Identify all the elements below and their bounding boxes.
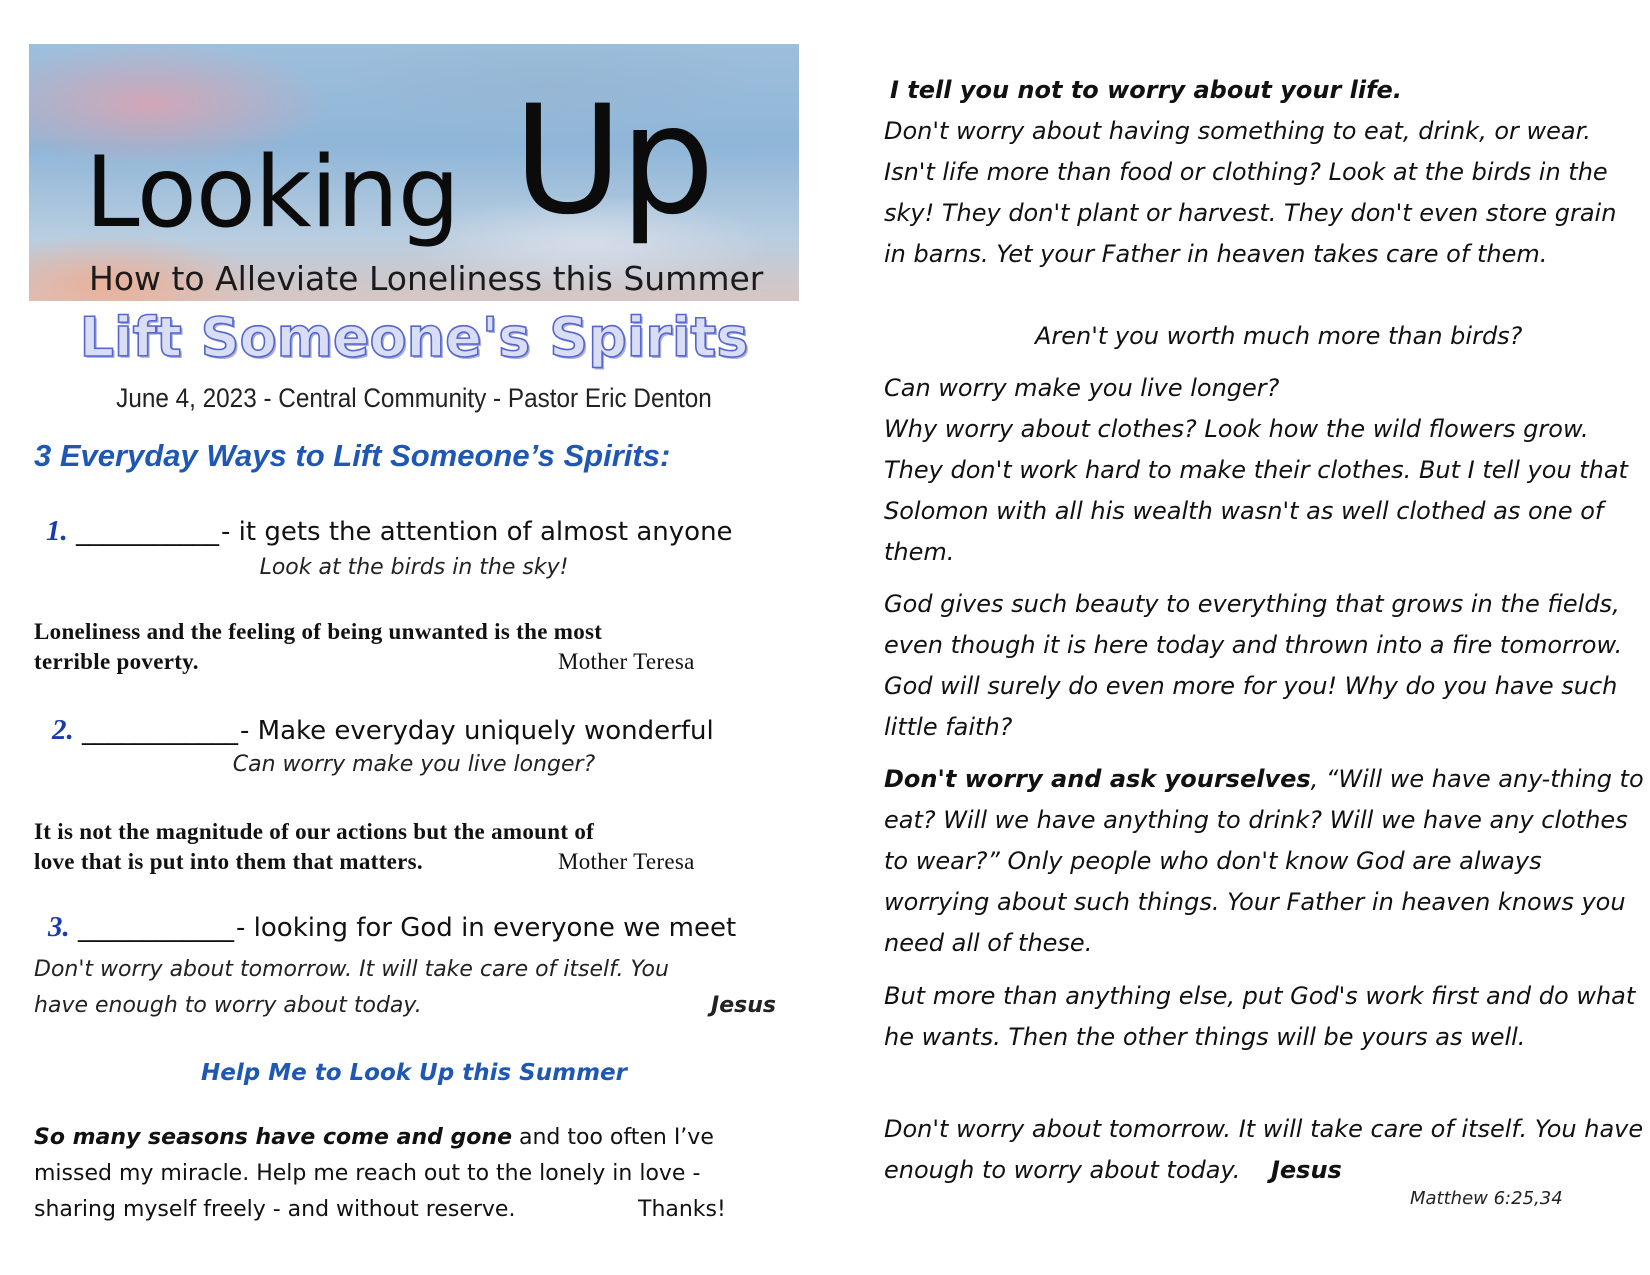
scripture-paragraph-5	[884, 759, 1644, 964]
prayer-line: sharing myself freely - and without reserve.	[34, 1197, 516, 1222]
point-2	[52, 714, 714, 747]
point-text: - it gets the attention of almost anyone	[221, 517, 733, 547]
fill-in-blank: ____________	[78, 913, 235, 943]
header-banner	[29, 44, 799, 301]
quote-line: Loneliness and the feeling of being unwanted is the most	[34, 619, 603, 644]
point-3-quote	[34, 952, 794, 1024]
scripture-heading: I tell you not to worry about your life.	[890, 76, 1402, 104]
scripture-text: Don't worry about tomorrow. It will take care of itself. You have enough to worry about today.	[884, 1115, 1644, 1184]
prayer-line: and too often I’ve	[511, 1125, 714, 1150]
scripture-paragraph-7	[884, 1109, 1644, 1191]
quote-line: It is not the magnitude of our actions but the amount of	[34, 819, 595, 844]
quote-line: love that is put into them that matters.	[34, 849, 423, 874]
prayer-bold-start: So many seasons have come and gone	[34, 1125, 512, 1150]
scripture-attribution: Jesus	[1270, 1156, 1342, 1184]
scripture-paragraph-2: Can worry make you live longer?	[884, 374, 1280, 402]
prayer-thanks: Thanks!	[638, 1197, 726, 1222]
point-1	[46, 515, 733, 548]
fill-in-blank: ____________	[82, 716, 239, 746]
point-text: - Make everyday uniquely wonderful	[240, 716, 714, 746]
scripture-bold-phrase: Don't worry and ask yourselves	[884, 765, 1311, 793]
fill-in-blank: ___________	[76, 517, 220, 547]
quote-line: terrible poverty.	[34, 649, 199, 674]
banner-word-looking: Looking	[85, 136, 460, 250]
point-number: 3.	[48, 911, 70, 943]
point-number: 1.	[46, 515, 68, 547]
scripture-text: , “Will we have any-thing to eat? Will we have anything to drink? Will we have any clothes to wear?” Only people who don't know God are always worrying about such things. Your Father in heaven knows you need all of these.	[884, 765, 1644, 957]
point-1-verse: Look at the birds in the sky!	[259, 555, 569, 580]
date-location-pastor: June 4, 2023 - Central Community - Pastor Eric Denton	[116, 383, 712, 413]
prayer-heading: Help Me to Look Up this Summer	[201, 1060, 627, 1086]
quote-line: have enough to worry about today.	[34, 993, 422, 1018]
point-2-verse: Can worry make you live longer?	[232, 752, 596, 777]
quote-attribution: Jesus	[711, 993, 776, 1018]
scripture-paragraph-1: Don't worry about having something to eat, drink, or wear. Isn't life more than food or clothing? Look at the birds in the sky! They don't plant or harvest. They don't even store grain in barns. Yet your Father in heaven takes care of them.	[884, 117, 1617, 268]
scripture-paragraph-1-last: Aren't you worth much more than birds?	[1035, 322, 1523, 350]
point-number: 2.	[52, 714, 74, 746]
banner-word-up: Up	[513, 74, 713, 248]
quote-attribution: Mother Teresa	[558, 849, 695, 874]
ways-heading: 3 Everyday Ways to Lift Someone’s Spirits:	[34, 438, 671, 473]
quote-1	[34, 617, 794, 677]
prayer-text	[34, 1120, 794, 1228]
prayer-line: missed my miracle. Help me reach out to the lonely in love -	[34, 1161, 701, 1186]
scripture-paragraph-6: But more than anything else, put God's work first and do what he wants. Then the other things will be yours as well.	[884, 982, 1636, 1051]
quote-attribution: Mother Teresa	[558, 649, 695, 674]
scripture-reference: Matthew 6:25,34	[1410, 1188, 1563, 1209]
scripture-paragraph-4: God gives such beauty to everything that grows in the fields, even though it is here today and thrown into a fire tomorrow. God will surely do even more for you! Why do you have such little faith?	[884, 590, 1623, 741]
point-3	[48, 911, 736, 944]
sermon-title: Lift Someone's Spirits	[79, 306, 749, 369]
scripture-paragraph-3: Why worry about clothes? Look how the wild flowers grow. They don't work hard to make their clothes. But I tell you that Solomon with all his wealth wasn't as well clothed as one of them.	[884, 415, 1628, 566]
quote-2	[34, 817, 794, 877]
quote-line: Don't worry about tomorrow. It will take care of itself. You	[34, 957, 669, 982]
banner-subtitle: How to Alleviate Loneliness this Summer	[89, 259, 764, 298]
point-text: - looking for God in everyone we meet	[236, 913, 737, 943]
